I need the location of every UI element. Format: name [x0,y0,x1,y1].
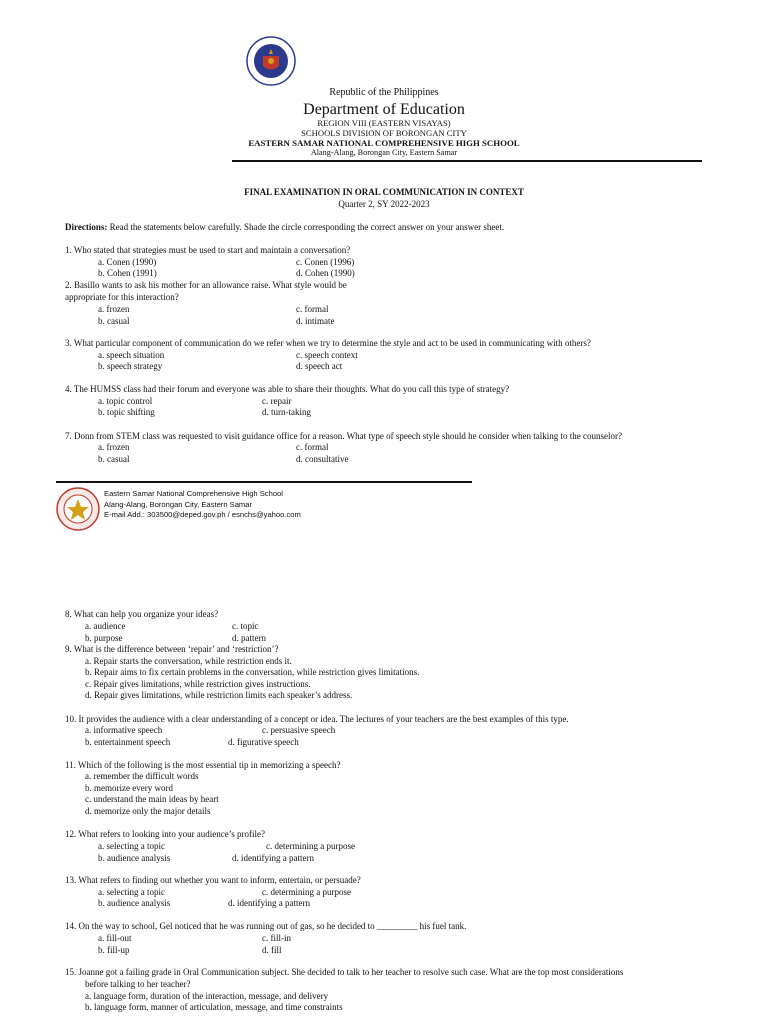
q13-option-d: d. identifying a pattern [228,898,310,908]
q13-option-a: a. selecting a topic [98,887,165,897]
question-1: 1. Who stated that strategies must be used to start and maintain a conversation? [65,245,351,255]
question-14: 14. On the way to school, Gel noticed that he was running out of gas, so he decided to _________ his fuel tank. [65,921,467,931]
question-2-cont: appropriate for this interaction? [65,292,179,302]
question-4: 4. The HUMSS class had their forum and everyone was able to share their thoughts. What do you call this type of strategy? [65,384,510,394]
deped-seal-icon [246,36,296,86]
q12-option-b: b. audience analysis [98,853,171,863]
q13-option-c: c. determining a purpose [262,887,351,897]
q10-option-b: b. entertainment speech [85,737,171,747]
question-15: 15. Joanne got a failing grade in Oral Communication subject. She decided to talk to her teacher to resolve such case. What are the top most considerations [65,967,624,977]
q2-option-c: c. formal [296,304,329,314]
q15-option-b: b. language form, manner of articulation, message, and time constraints [85,1002,343,1012]
q1-option-a: a. Conen (1990) [98,257,157,267]
directions-text: Read the statements below carefully. Shade the circle corresponding the correct answer on your answer sheet. [107,222,505,232]
q14-option-a: a. fill-out [98,933,132,943]
question-12: 12. What refers to looking into your audience’s profile? [65,829,266,839]
q8-option-c: c. topic [232,621,259,631]
q1-option-c: c. Conen (1996) [296,257,355,267]
question-7: 7. Donn from STEM class was requested to visit guidance office for a reason. What type of speech style should he consider when talking to the counselor? [65,431,623,441]
q13-option-b: b. audience analysis [98,898,171,908]
q15-option-a: a. language form, duration of the interaction, message, and delivery [85,991,329,1001]
question-9: 9. What is the difference between ‘repair’ and ‘restriction’? [65,644,279,654]
q8-option-a: a. audience [85,621,126,631]
header-divider [232,160,702,162]
header-republic: Republic of the Philippines [329,87,439,98]
q12-option-a: a. selecting a topic [98,841,165,851]
q11-option-c: c. understand the main ideas by heart [85,794,219,804]
q4-option-c: c. repair [262,396,292,406]
q8-option-d: d. pattern [232,633,266,643]
q11-option-a: a. remember the difficult words [85,771,199,781]
school-seal-icon [56,487,100,531]
header-address: Alang-Alang, Borongan City, Eastern Samar [310,148,458,158]
q2-option-a: a. frozen [98,304,130,314]
header-department: Department of Education [303,101,465,118]
footer-divider [56,481,472,483]
q7-option-d: d. consultative [296,454,349,464]
q9-option-b: b. Repair aims to fix certain problems in the conversation, while restriction gives limitations. [85,667,420,677]
question-11: 11. Which of the following is the most essential tip in memorizing a speech? [65,760,341,770]
q2-option-d: d. intimate [296,316,335,326]
q3-option-d: d. speech act [296,361,343,371]
question-13: 13. What refers to finding out whether you want to inform, entertain, or persuade? [65,875,361,885]
footer-email: E-mail Add.: 303500@deped.gov.ph / esnchs@yahoo.com [104,510,301,519]
q10-option-c: c. persuasive speech [262,725,336,735]
header-school: EASTERN SAMAR NATIONAL COMPREHENSIVE HIGH SCHOOL [248,138,520,149]
q4-option-d: d. turn-taking [262,407,311,417]
footer-address: Alang-Alang, Borongan City, Eastern Samar [104,499,253,509]
directions-label: Directions: [65,222,108,232]
q4-option-b: b. topic shifting [98,407,155,417]
exam-title-block [0,187,768,210]
q12-option-d: d. identifying a pattern [232,853,314,863]
q9-option-c: c. Repair gives limitations, while restriction gives instructions. [85,679,311,689]
q14-option-c: c. fill-in [262,933,291,943]
q10-option-d: d. figurative speech [228,737,299,747]
q14-option-d: d. fill [262,945,282,955]
q11-option-b: b. memorize every word [85,783,173,793]
q7-option-b: b. casual [98,454,130,464]
q9-option-a: a. Repair starts the conversation, while restriction ends it. [85,656,292,666]
q14-option-b: b. fill-up [98,945,130,955]
question-8: 8. What can help you organize your ideas? [65,609,219,619]
q9-option-d: d. Repair gives limitations, while restriction limits each speaker’s address. [85,690,353,700]
directions [65,222,504,234]
q3-option-c: c. speech context [296,350,358,360]
q1-option-d: d. Cohen (1990) [296,268,355,278]
q10-option-a: a. informative speech [85,725,163,735]
deped-seal [246,36,296,86]
q2-option-b: b. casual [98,316,130,326]
q4-option-a: a. topic control [98,396,153,406]
question-15-cont: before talking to her teacher? [85,979,191,989]
question-10: 10. It provides the audience with a clear understanding of a concept or idea. The lectures of your teachers are the best examples of this type. [65,714,569,724]
q7-option-a: a. frozen [98,442,130,452]
q8-option-b: b. purpose [85,633,123,643]
question-2: 2. Basillo wants to ask his mother for an allowance raise. What style would be [65,280,347,290]
question-3: 3. What particular component of communication do we refer when we try to determine the style and act to be used in communicating with others? [65,338,591,348]
exam-quarter: Quarter 2, SY 2022-2023 [338,198,430,209]
q1-option-b: b. Cohen (1991) [98,268,157,278]
header-division: SCHOOLS DIVISION OF BORONGAN CITY [301,127,467,138]
header-region: REGION VIII (EASTERN VISAYAS) [317,118,451,128]
q3-option-a: a. speech situation [98,350,165,360]
header-block [0,86,768,158]
q12-option-c: c. determining a purpose [266,841,355,851]
q3-option-b: b. speech strategy [98,361,163,371]
q11-option-d: d. memorize only the major details [85,806,211,816]
footer-text-block [104,489,301,521]
school-seal [56,487,100,531]
footer-school: Eastern Samar National Comprehensive High School [104,489,283,498]
q7-option-c: c. formal [296,442,329,452]
exam-title: FINAL EXAMINATION IN ORAL COMMUNICATION IN CONTEXT [244,187,524,197]
